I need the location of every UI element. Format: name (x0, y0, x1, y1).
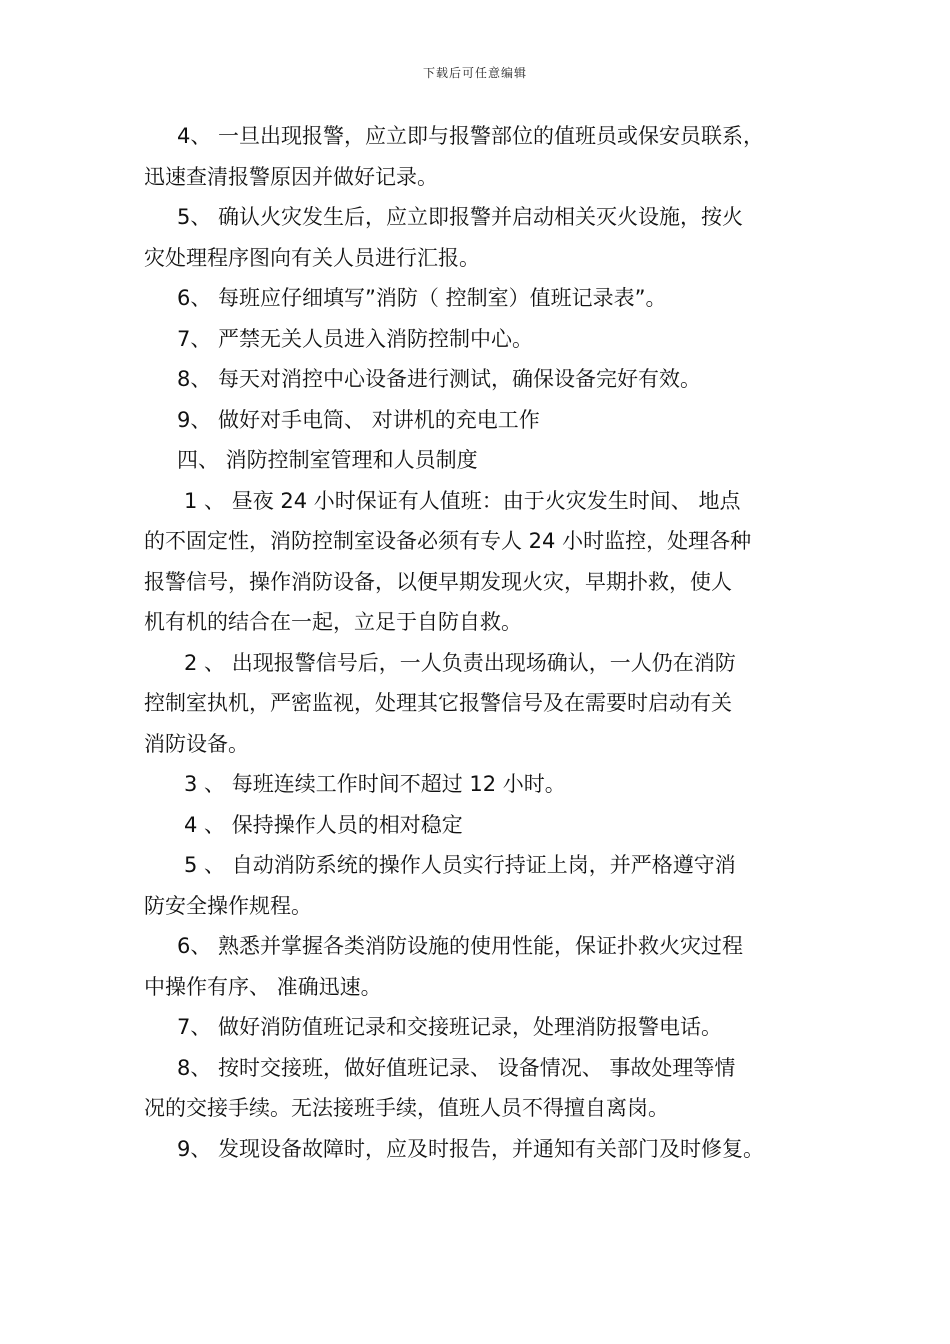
text-line: 控制室执机，严密监视，处理其它报警信号及在需要时启动有关 (144, 691, 732, 715)
text-line: 迅速查清报警原因并做好记录。 (144, 164, 438, 189)
text-line: 6、 熟悉并掌握各类消防设施的使用性能，保证扑救火灾过程 (177, 934, 744, 958)
text-line: 5 、 自动消防系统的操作人员实行持证上岗，并严格遵守消 (184, 853, 736, 877)
text-line: 5、 确认火灾发生后，应立即报警并启动相关灭火设施，按火 (177, 205, 744, 229)
text-line: 防安全操作规程。 (144, 893, 312, 918)
text-line: 9、 做好对手电筒、 对讲机的充电工作 (177, 407, 540, 432)
text-line: 8、 每天对消控中心设备进行测试，确保设备完好有效。 (177, 367, 702, 391)
text-line: 机有机的结合在一起，立足于自防自救。 (144, 610, 522, 634)
text-line: 2 、 出现报警信号后，一人负责出现场确认，一人仍在消防 (184, 650, 736, 675)
text-line: 报警信号，操作消防设备，以便早期发现火灾，早期扑救，使人 (144, 569, 732, 594)
document-body (144, 116, 824, 1169)
text-line: 4、 一旦出现报警，应立即与报警部位的值班员或保安员联系， (177, 124, 765, 148)
text-line: 的不固定性，消防控制室设备必须有专人 24 小时监控，处理各种 (144, 529, 752, 553)
text-line: 中操作有序、 准确迅速。 (144, 974, 382, 999)
text-line: 8、 按时交接班，做好值班记录、 设备情况、 事故处理等情 (177, 1055, 736, 1080)
text-line: 9、 发现设备故障时，应及时报告，并通知有关部门及时修复。 (177, 1136, 765, 1161)
text-line: 6、 每班应仔细填写”消防（ 控制室）值班记录表”。 (177, 286, 667, 310)
text-line: 1 、 昼夜 24 小时保证有人值班：由于火灾发生时间、 地点 (184, 488, 741, 513)
text-line: 况的交接手续。无法接班手续，值班人员不得擅自离岗。 (144, 1096, 669, 1120)
text-line: 消防设备。 (144, 731, 249, 756)
text-line: 3 、 每班连续工作时间不超过 12 小时。 (184, 772, 566, 796)
section-heading: 四、 消防控制室管理和人员制度 (177, 448, 478, 472)
text-line: 4 、 保持操作人员的相对稳定 (184, 812, 463, 837)
page-header-note: 下载后可任意编辑 (422, 66, 527, 80)
text-line: 7、 做好消防值班记录和交接班记录，处理消防报警电话。 (177, 1015, 723, 1039)
text-line: 7、 严禁无关人员进入消防控制中心。 (177, 326, 534, 351)
text-line: 灾处理程序图向有关人员进行汇报。 (144, 245, 480, 270)
